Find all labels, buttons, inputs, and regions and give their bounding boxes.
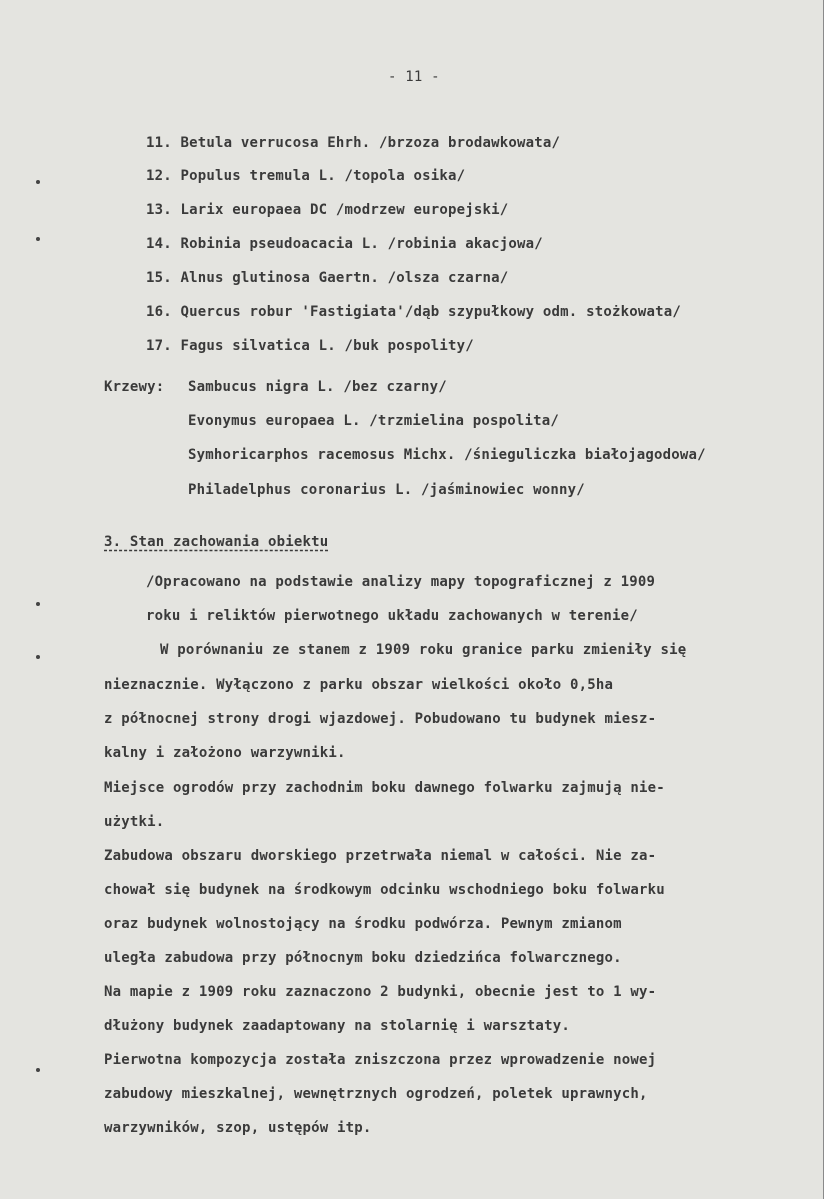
body-line: W porównaniu ze stanem z 1909 roku granice parku zmieniły się: [160, 642, 687, 658]
margin-mark: [36, 655, 40, 659]
page-number: - 11 -: [388, 69, 440, 85]
body-line: Na mapie z 1909 roku zaznaczono 2 budynki, obecnie jest to 1 wy-: [104, 984, 657, 1000]
body-line: roku i reliktów pierwotnego układu zachowanych w terenie/: [146, 608, 638, 624]
body-line: zabudowy mieszkalnej, wewnętrznych ogrodzeń, poletek uprawnych,: [104, 1086, 648, 1102]
species-item: 13. Larix europaea DC /modrzew europejski/: [146, 202, 509, 218]
body-line: nieznacznie. Wyłączono z parku obszar wielkości około 0,5ha: [104, 677, 614, 693]
species-item: 16. Quercus robur 'Fastigiata'/dąb szypułkowy odm. stożkowata/: [146, 304, 681, 320]
shrub-item: Symhoricarphos racemosus Michx. /śnieguliczka białojagodowa/: [188, 447, 706, 463]
body-line: Zabudowa obszaru dworskiego przetrwała niemal w całości. Nie za-: [104, 848, 657, 864]
shrubs-label: Krzewy:: [104, 379, 165, 395]
species-item: 12. Populus tremula L. /topola osika/: [146, 168, 466, 184]
species-item: 15. Alnus glutinosa Gaertn. /olsza czarna/: [146, 270, 509, 286]
shrub-item: Philadelphus coronarius L. /jaśminowiec wonny/: [188, 482, 585, 498]
body-line: /Opracowano na podstawie analizy mapy topograficznej z 1909: [146, 574, 656, 590]
section-heading: 3. Stan zachowania obiektu: [104, 534, 329, 550]
species-item: 17. Fagus silvatica L. /buk pospolity/: [146, 338, 474, 354]
body-line: chował się budynek na środkowym odcinku wschodniego boku folwarku: [104, 882, 665, 898]
shrub-item: Sambucus nigra L. /bez czarny/: [188, 379, 447, 395]
body-line: Pierwotna kompozycja została zniszczona przez wprowadzenie nowej: [104, 1052, 657, 1068]
body-line: warzywników, szop, ustępów itp.: [104, 1120, 372, 1136]
margin-mark: [36, 237, 40, 241]
margin-mark: [36, 602, 40, 606]
margin-mark: [36, 180, 40, 184]
body-line: kalny i założono warzywniki.: [104, 745, 346, 761]
body-line: oraz budynek wolnostojący na środku podwórza. Pewnym zmianom: [104, 916, 622, 932]
body-line: uległa zabudowa przy północnym boku dziedzińca folwarcznego.: [104, 950, 622, 966]
shrub-item: Evonymus europaea L. /trzmielina pospolita/: [188, 413, 560, 429]
body-line: użytki.: [104, 814, 165, 830]
species-item: 11. Betula verrucosa Ehrh. /brzoza brodawkowata/: [146, 135, 561, 151]
body-line: Miejsce ogrodów przy zachodnim boku dawnego folwarku zajmują nie-: [104, 780, 665, 796]
margin-mark: [36, 1068, 40, 1072]
species-item: 14. Robinia pseudoacacia L. /robinia akacjowa/: [146, 236, 543, 252]
body-line: z północnej strony drogi wjazdowej. Pobudowano tu budynek miesz-: [104, 711, 657, 727]
body-line: dłużony budynek zaadaptowany na stolarnię i warsztaty.: [104, 1018, 570, 1034]
